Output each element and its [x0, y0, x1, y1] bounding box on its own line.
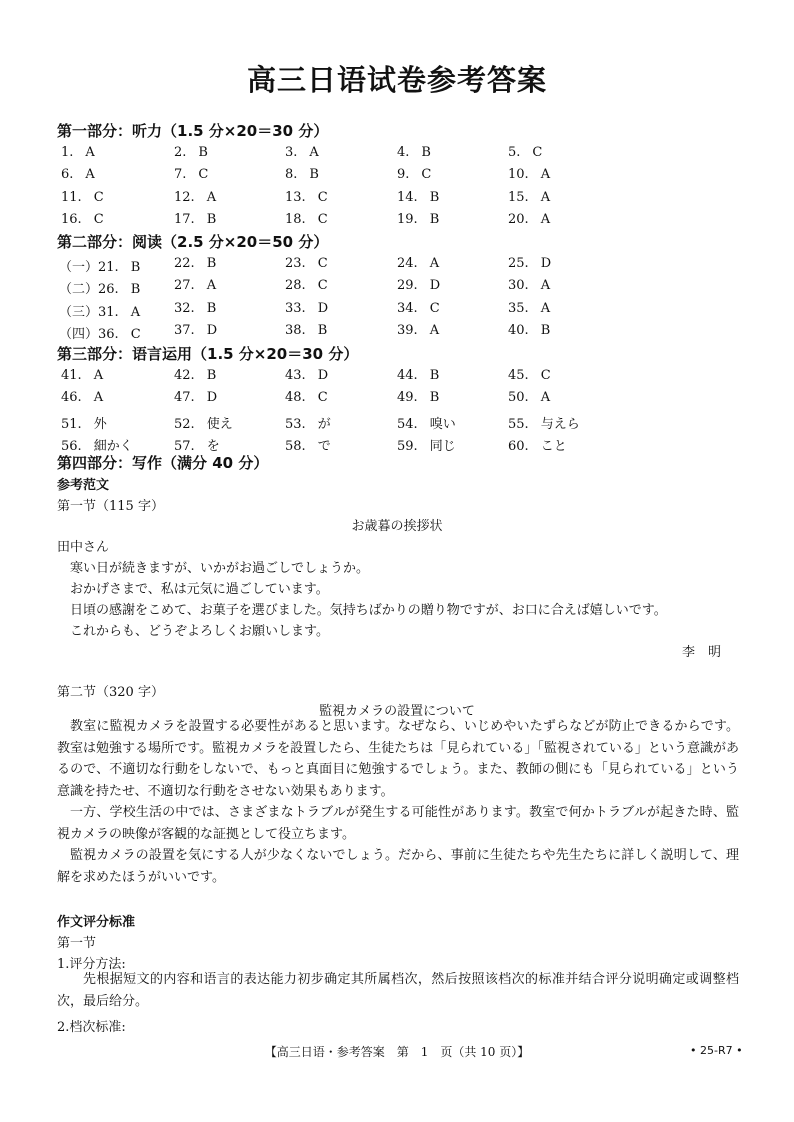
answer-value: A — [206, 189, 217, 205]
answer-value: B — [429, 368, 440, 383]
answer-value: 細かく — [93, 438, 133, 454]
section1-line: 寒い日が続きますが、いかがお過ごしでしょうか。 — [70, 561, 370, 576]
answer-value: 嗅い — [429, 416, 456, 432]
question-number: 37. — [174, 322, 195, 338]
question-number: 24. — [397, 256, 418, 271]
question-number: 40. — [508, 322, 529, 338]
question-number: 15. — [508, 189, 529, 205]
part2-answers — [57, 254, 757, 343]
question-number: 60. — [508, 438, 529, 454]
answer-item — [59, 301, 140, 320]
answer-item — [285, 390, 328, 405]
answer-value: B — [206, 256, 217, 271]
answer-row — [57, 165, 757, 187]
answer-item — [174, 190, 216, 205]
answer-value: B — [198, 145, 208, 160]
question-number: 44. — [397, 368, 418, 383]
answer-item — [508, 368, 551, 383]
answer-value: A — [540, 189, 551, 205]
question-number: 33. — [285, 300, 306, 316]
answer-value: C — [317, 256, 328, 271]
answer-item — [285, 278, 328, 293]
answer-value: が — [317, 416, 331, 432]
answer-value: C — [429, 300, 440, 316]
question-number: 4. — [397, 145, 410, 160]
answer-row — [57, 411, 757, 433]
answer-value: A — [429, 322, 440, 338]
answer-item — [285, 323, 327, 338]
question-number: 46. — [61, 390, 82, 406]
answer-value: 使え — [206, 416, 233, 432]
answer-value: C — [317, 189, 328, 205]
answer-item — [508, 390, 550, 405]
answer-value: B — [421, 145, 431, 160]
section1-signature: 李 明 — [682, 645, 722, 660]
answer-item — [285, 145, 319, 160]
question-number: 51. — [61, 416, 82, 432]
question-number: （四）36. — [59, 326, 119, 342]
answer-item — [508, 435, 567, 454]
answer-value: B — [206, 211, 217, 227]
question-number: 54. — [397, 416, 418, 432]
answer-value: を — [206, 438, 220, 454]
answer-item — [285, 212, 328, 227]
answer-item — [285, 256, 328, 271]
answer-item — [508, 167, 550, 182]
answer-item — [508, 278, 550, 293]
answer-item — [508, 301, 550, 316]
section2-paragraph: 教室に監視カメラを設置する必要性があると思います。なぜなら、いじめやいたずらなどが防止できるからです。教室は勉強する場所です。監視カメラを設置したら、生徒たちは「見られている」「監視されている」という意識があるので、不適切な行動をしないで、もっと真面目に勉強するでしょう。また、教師の側にも「見られている」という意識を持たせ、不適切な行動をさせない効果もあります。 — [57, 719, 739, 799]
answer-value: A — [540, 278, 551, 294]
answer-item — [397, 368, 439, 383]
answer-item — [61, 145, 95, 160]
answer-item — [508, 256, 551, 271]
answer-value: A — [93, 368, 104, 383]
answer-item — [285, 368, 328, 383]
answer-value: D — [206, 390, 218, 406]
answer-value: C — [198, 167, 209, 183]
answer-row — [57, 210, 757, 232]
answer-value: C — [532, 145, 543, 160]
question-number: （二）26. — [59, 282, 119, 298]
answer-item — [174, 145, 208, 160]
answer-value: A — [540, 300, 551, 316]
question-number: 34. — [397, 300, 418, 316]
question-number: 41. — [61, 368, 82, 383]
answer-value: B — [206, 300, 217, 316]
answer-item — [174, 301, 216, 316]
answer-row — [57, 254, 757, 276]
answer-item — [174, 256, 216, 271]
answer-item — [397, 145, 431, 160]
part1-answers — [57, 143, 757, 232]
answer-item — [397, 278, 440, 293]
question-number: 32. — [174, 300, 195, 316]
question-number: 53. — [285, 416, 306, 432]
answer-value: D — [317, 368, 329, 383]
answer-value: C — [421, 167, 432, 183]
part3-heading: 第三部分：语言运用（1.5 分×20＝30 分） — [57, 345, 359, 363]
answer-item — [61, 368, 103, 383]
answer-value: B — [130, 260, 141, 275]
answer-value: A — [540, 211, 551, 227]
criteria-item1-label: 1.评分方法: — [57, 957, 126, 972]
answer-row — [57, 143, 757, 165]
answer-item — [61, 390, 103, 405]
answer-item — [285, 190, 328, 205]
question-number: 5. — [508, 145, 521, 160]
answer-value: B — [429, 211, 440, 227]
section2-paragraph: 監視カメラの設置を気にする人が少なくないでしょう。だから、事前に生徒たちや先生たちに詳しく説明して、理解を求めたほうがいいです。 — [57, 848, 739, 885]
answer-item — [174, 368, 216, 383]
answer-item — [285, 435, 331, 454]
answer-value: A — [540, 390, 551, 406]
section1-line: おかげさまで、私は元気に過ごしています。 — [70, 582, 329, 597]
answer-row — [57, 366, 757, 388]
answer-item — [397, 323, 439, 338]
section1-label: 第一节（115 字） — [57, 499, 164, 514]
answer-value: A — [429, 256, 440, 271]
section2-paragraph: 一方、学校生活の中では、さまざまなトラブルが発生する可能性があります。教室で何かトラブルが起きた時、監視カメラの映像が客観的な証拠として役立ちます。 — [57, 805, 739, 842]
answer-item — [59, 256, 140, 275]
question-number: 49. — [397, 390, 418, 406]
answer-item — [174, 278, 216, 293]
part1-heading: 第一部分：听力（1.5 分×20＝30 分） — [57, 122, 329, 140]
question-number: 50. — [508, 390, 529, 406]
question-number: 35. — [508, 300, 529, 316]
section1-line: 日頃の感謝をこめて、お菓子を選びました。気持ちばかりの贈り物ですが、お口に合えば嬉しいです。 — [70, 603, 667, 618]
answer-item — [174, 167, 208, 182]
answer-item — [174, 413, 233, 432]
answer-value: C — [540, 368, 551, 383]
answer-item — [285, 301, 328, 316]
answer-value: 外 — [93, 416, 107, 432]
answer-value: B — [429, 189, 440, 205]
answer-value: B — [429, 390, 440, 406]
answer-item — [397, 190, 439, 205]
answer-value: こと — [540, 438, 567, 454]
question-number: 6. — [61, 167, 74, 183]
answer-item — [508, 413, 580, 432]
part4-heading: 第四部分：写作（满分 40 分） — [57, 454, 269, 472]
criteria-heading: 作文评分标准 — [57, 915, 136, 930]
section1-greeting: 田中さん — [57, 540, 110, 555]
section2-title: 監視カメラの設置について — [319, 704, 475, 719]
answer-value: A — [85, 145, 95, 160]
question-number: 29. — [397, 278, 418, 294]
answer-value: A — [130, 304, 141, 320]
answer-value: A — [540, 167, 551, 183]
question-number: 3. — [285, 145, 298, 160]
question-number: 38. — [285, 322, 306, 338]
question-number: 23. — [285, 256, 306, 271]
criteria-item1-text: 先根据短文的内容和语言的表达能力初步确定其所属档次，然后按照该档次的标准并结合评分说明确定或调整档次，最后给分。 — [57, 972, 739, 1009]
question-number: 22. — [174, 256, 195, 271]
answer-value: A — [93, 390, 104, 406]
answer-value: C — [317, 390, 328, 406]
question-number: 25. — [508, 256, 529, 271]
question-number: 43. — [285, 368, 306, 383]
question-number: 30. — [508, 278, 529, 294]
answer-value: D — [540, 256, 552, 271]
question-number: 17. — [174, 211, 195, 227]
question-number: 45. — [508, 368, 529, 383]
answer-value: C — [317, 211, 328, 227]
answer-row — [57, 188, 757, 210]
answer-value: D — [317, 300, 329, 316]
question-number: 58. — [285, 438, 306, 454]
page-footer: 【高三日语・参考答案 第 1 页（共 10 页）】 — [264, 1045, 530, 1059]
answer-item — [59, 278, 140, 297]
section1-title: お歳暮の挨拶状 — [351, 519, 443, 534]
answer-value: B — [309, 167, 319, 183]
answer-item — [397, 435, 456, 454]
question-number: 28. — [285, 278, 306, 294]
answer-value: C — [93, 189, 104, 205]
question-number: 12. — [174, 189, 195, 205]
question-number: 47. — [174, 390, 195, 406]
answer-row — [57, 388, 757, 410]
answer-item — [397, 167, 431, 182]
answer-value: 与えら — [540, 416, 580, 432]
answer-item — [508, 323, 550, 338]
page-title: 高三日语试卷参考答案 — [246, 63, 547, 97]
question-number: 48. — [285, 390, 306, 406]
question-number: 57. — [174, 438, 195, 454]
answer-value: B — [540, 322, 551, 338]
question-number: 18. — [285, 211, 306, 227]
answer-value: 同じ — [429, 438, 456, 454]
question-number: 7. — [174, 167, 187, 183]
question-number: 20. — [508, 211, 529, 227]
answer-value: C — [93, 211, 104, 227]
answer-row — [57, 276, 757, 298]
answer-item — [508, 145, 542, 160]
question-number: 56. — [61, 438, 82, 454]
section1-line: これからも、どうぞよろしくお願いします。 — [70, 624, 329, 639]
answer-item — [285, 167, 319, 182]
question-number: 10. — [508, 167, 529, 183]
answer-item — [285, 413, 331, 432]
question-number: （三）31. — [59, 304, 119, 320]
answer-item — [61, 212, 104, 227]
answer-item — [61, 413, 107, 432]
answer-item — [61, 190, 104, 205]
question-number: 59. — [397, 438, 418, 454]
question-number: 16. — [61, 211, 82, 227]
answer-row — [57, 299, 757, 321]
answer-item — [508, 190, 550, 205]
answer-value: で — [317, 438, 331, 454]
part2-heading: 第二部分：阅读（2.5 分×20＝50 分） — [57, 233, 329, 251]
answer-item — [174, 323, 217, 338]
criteria-item2-label: 2.档次标准: — [57, 1020, 126, 1035]
answer-item — [59, 323, 141, 342]
question-number: 39. — [397, 322, 418, 338]
answer-value: D — [429, 278, 441, 294]
answer-value: D — [206, 322, 218, 338]
question-number: 42. — [174, 368, 195, 383]
answer-item — [174, 212, 216, 227]
answer-item — [397, 212, 439, 227]
part3-answers — [57, 366, 757, 455]
question-number: （一）21. — [59, 260, 119, 275]
answer-value: C — [130, 326, 141, 342]
answer-item — [174, 390, 217, 405]
question-number: 52. — [174, 416, 195, 432]
answer-item — [397, 256, 439, 271]
question-number: 19. — [397, 211, 418, 227]
answer-item — [61, 167, 95, 182]
section2-label: 第二节（320 字） — [57, 685, 164, 700]
answer-item — [397, 413, 456, 432]
answer-value: A — [206, 278, 217, 294]
question-number: 8. — [285, 167, 298, 183]
question-number: 2. — [174, 145, 187, 160]
answer-item — [397, 390, 439, 405]
answer-value: B — [130, 282, 141, 298]
question-number: 27. — [174, 278, 195, 294]
answer-value: A — [85, 167, 95, 183]
answer-item — [508, 212, 550, 227]
question-number: 9. — [397, 167, 410, 183]
question-number: 13. — [285, 189, 306, 205]
answer-item — [397, 301, 440, 316]
criteria-section-label: 第一节 — [57, 936, 97, 951]
sample-essay-label: 参考范文 — [57, 478, 110, 493]
footer-code: • 25-R7 • — [690, 1044, 743, 1057]
question-number: 14. — [397, 189, 418, 205]
answer-value: C — [317, 278, 328, 294]
answer-value: B — [206, 368, 217, 383]
answer-value: B — [317, 322, 328, 338]
answer-value: A — [309, 145, 319, 160]
question-number: 1. — [61, 145, 74, 160]
question-number: 55. — [508, 416, 529, 432]
question-number: 11. — [61, 189, 82, 205]
answer-row — [57, 321, 757, 343]
